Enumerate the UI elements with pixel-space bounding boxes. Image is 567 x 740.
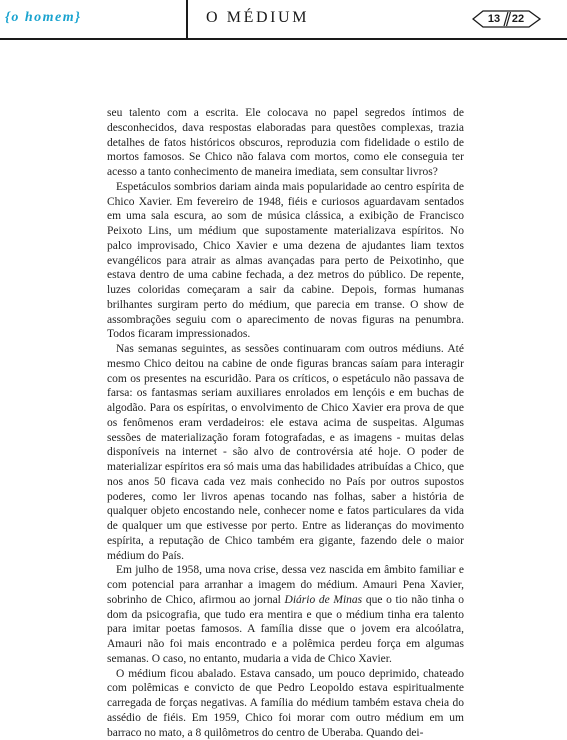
section-title: O MÉDIUM xyxy=(206,9,309,27)
page-navigator xyxy=(472,10,542,28)
article-paragraph: seu talento com a escrita. Ele colocava no papel segredos íntimos de desconhecidos, dava respostas elaboradas para questões complexas, trazia detalhes de fatos históricos obscuros, reproduzia com fidelidade o estilo de mortos famosos. Se Chico não falava com mortos, como ele conseguia ter acesso a tanto conhecimento de maneira imediata, sem consultar livros? xyxy=(107,106,464,180)
article-paragraph: Nas semanas seguintes, as sessões continuaram com outros médiuns. Até mesmo Chico deitou na cabine de onde figuras brancas saíam para interagir com os presentes na escuridão. Para os críticos, o espetáculo não passava de farsa: os fantasmas seriam auxiliares enrolados em lençóis e em buchas de algodão. Para os espíritas, o envolvimento de Chico Xavier era prova de que os fenômenos eram verdadeiros: ele estava acima de suspeitas. Algumas sessões de materialização foram fotografadas, e as imagens - muitas delas disponíveis na internet - são alvo de controvérsia até hoje. O poder de materializar espíritos era só mais uma das habilidades atribuídas a Chico, que nos anos 50 ficava cada vez mais conhecido no País por outros supostos poderes, como ler livros apenas tocando nas folhas, saber a história de qualquer objeto encostando nele, conhecer nome e fatos particulares da vida de qualquer um que estivesse por perto. Entre as lideranças do movimento espírita, a reputação de Chico também era gigante, fazendo dele o maior médium do País. xyxy=(107,342,464,563)
current-page-number: 13 xyxy=(486,11,502,27)
page-header xyxy=(0,0,567,40)
header-divider xyxy=(186,0,188,40)
article-paragraph: Espetáculos sombrios dariam ainda mais popularidade ao centro espírita de Chico Xavier. Em fevereiro de 1948, fiéis e curiosos aguardavam sentados em uma sala escura, ao som de música clássica, a exibição de Francisco Peixoto Lins, um médium que supostamente materializava espíritos. No palco improvisado, Chico Xavier e uma dezena de ajudantes liam textos evangélicos para atrair as almas avançadas para perto de Peixotinho, que estava dentro de uma cabine fechada, a dez metros do público. De repente, luzes coloridas começaram a sair da cabine. Depois, formas humanas brilhantes surgiram perto do médium, que parecia em transe. O show de assombrações seguiu com o aparecimento de novas figuras na penumbra. Todos ficaram impressionados. xyxy=(107,180,464,342)
magazine-brand: {o homem} xyxy=(5,10,82,26)
article-paragraph xyxy=(107,563,464,666)
total-pages-number: 22 xyxy=(509,11,527,27)
article-paragraph: O médium ficou abalado. Estava cansado, um pouco deprimido, chateado com polêmicas e convicto de que Pedro Leopoldo estava espiritualmente carregada de forças negativas. A família do médium também estava cheia do assédio de fiéis. Em 1959, Chico foi morar com outro médium em um barraco no mato, a 8 quilômetros do centro de Uberaba. Quando dei- xyxy=(107,667,464,740)
chevron-right-icon[interactable] xyxy=(530,10,542,28)
newspaper-title: Diário de Minas xyxy=(285,594,363,606)
paragraph-text: que o tio não tinha o dom da psicografia, que tudo era mentira e que o médium tinha era talento para imitar poetas famosos. A família disse que o jovem era alcoólatra, Amauri não foi mais encontrado e a polêmica perdeu força em algumas semanas. O caso, no entanto, mudaria a vida de Chico Xavier. xyxy=(107,594,464,665)
paragraph-text: Em julho de 1958, uma nova crise, dessa vez nascida em âmbito familiar e com potencial para arranhar a imagem do médium. Amauri Pena Xavier, sobrinho de Chico, afirmou ao jornal xyxy=(107,564,464,606)
chevron-left-icon[interactable] xyxy=(472,10,484,28)
article-body xyxy=(107,106,464,740)
